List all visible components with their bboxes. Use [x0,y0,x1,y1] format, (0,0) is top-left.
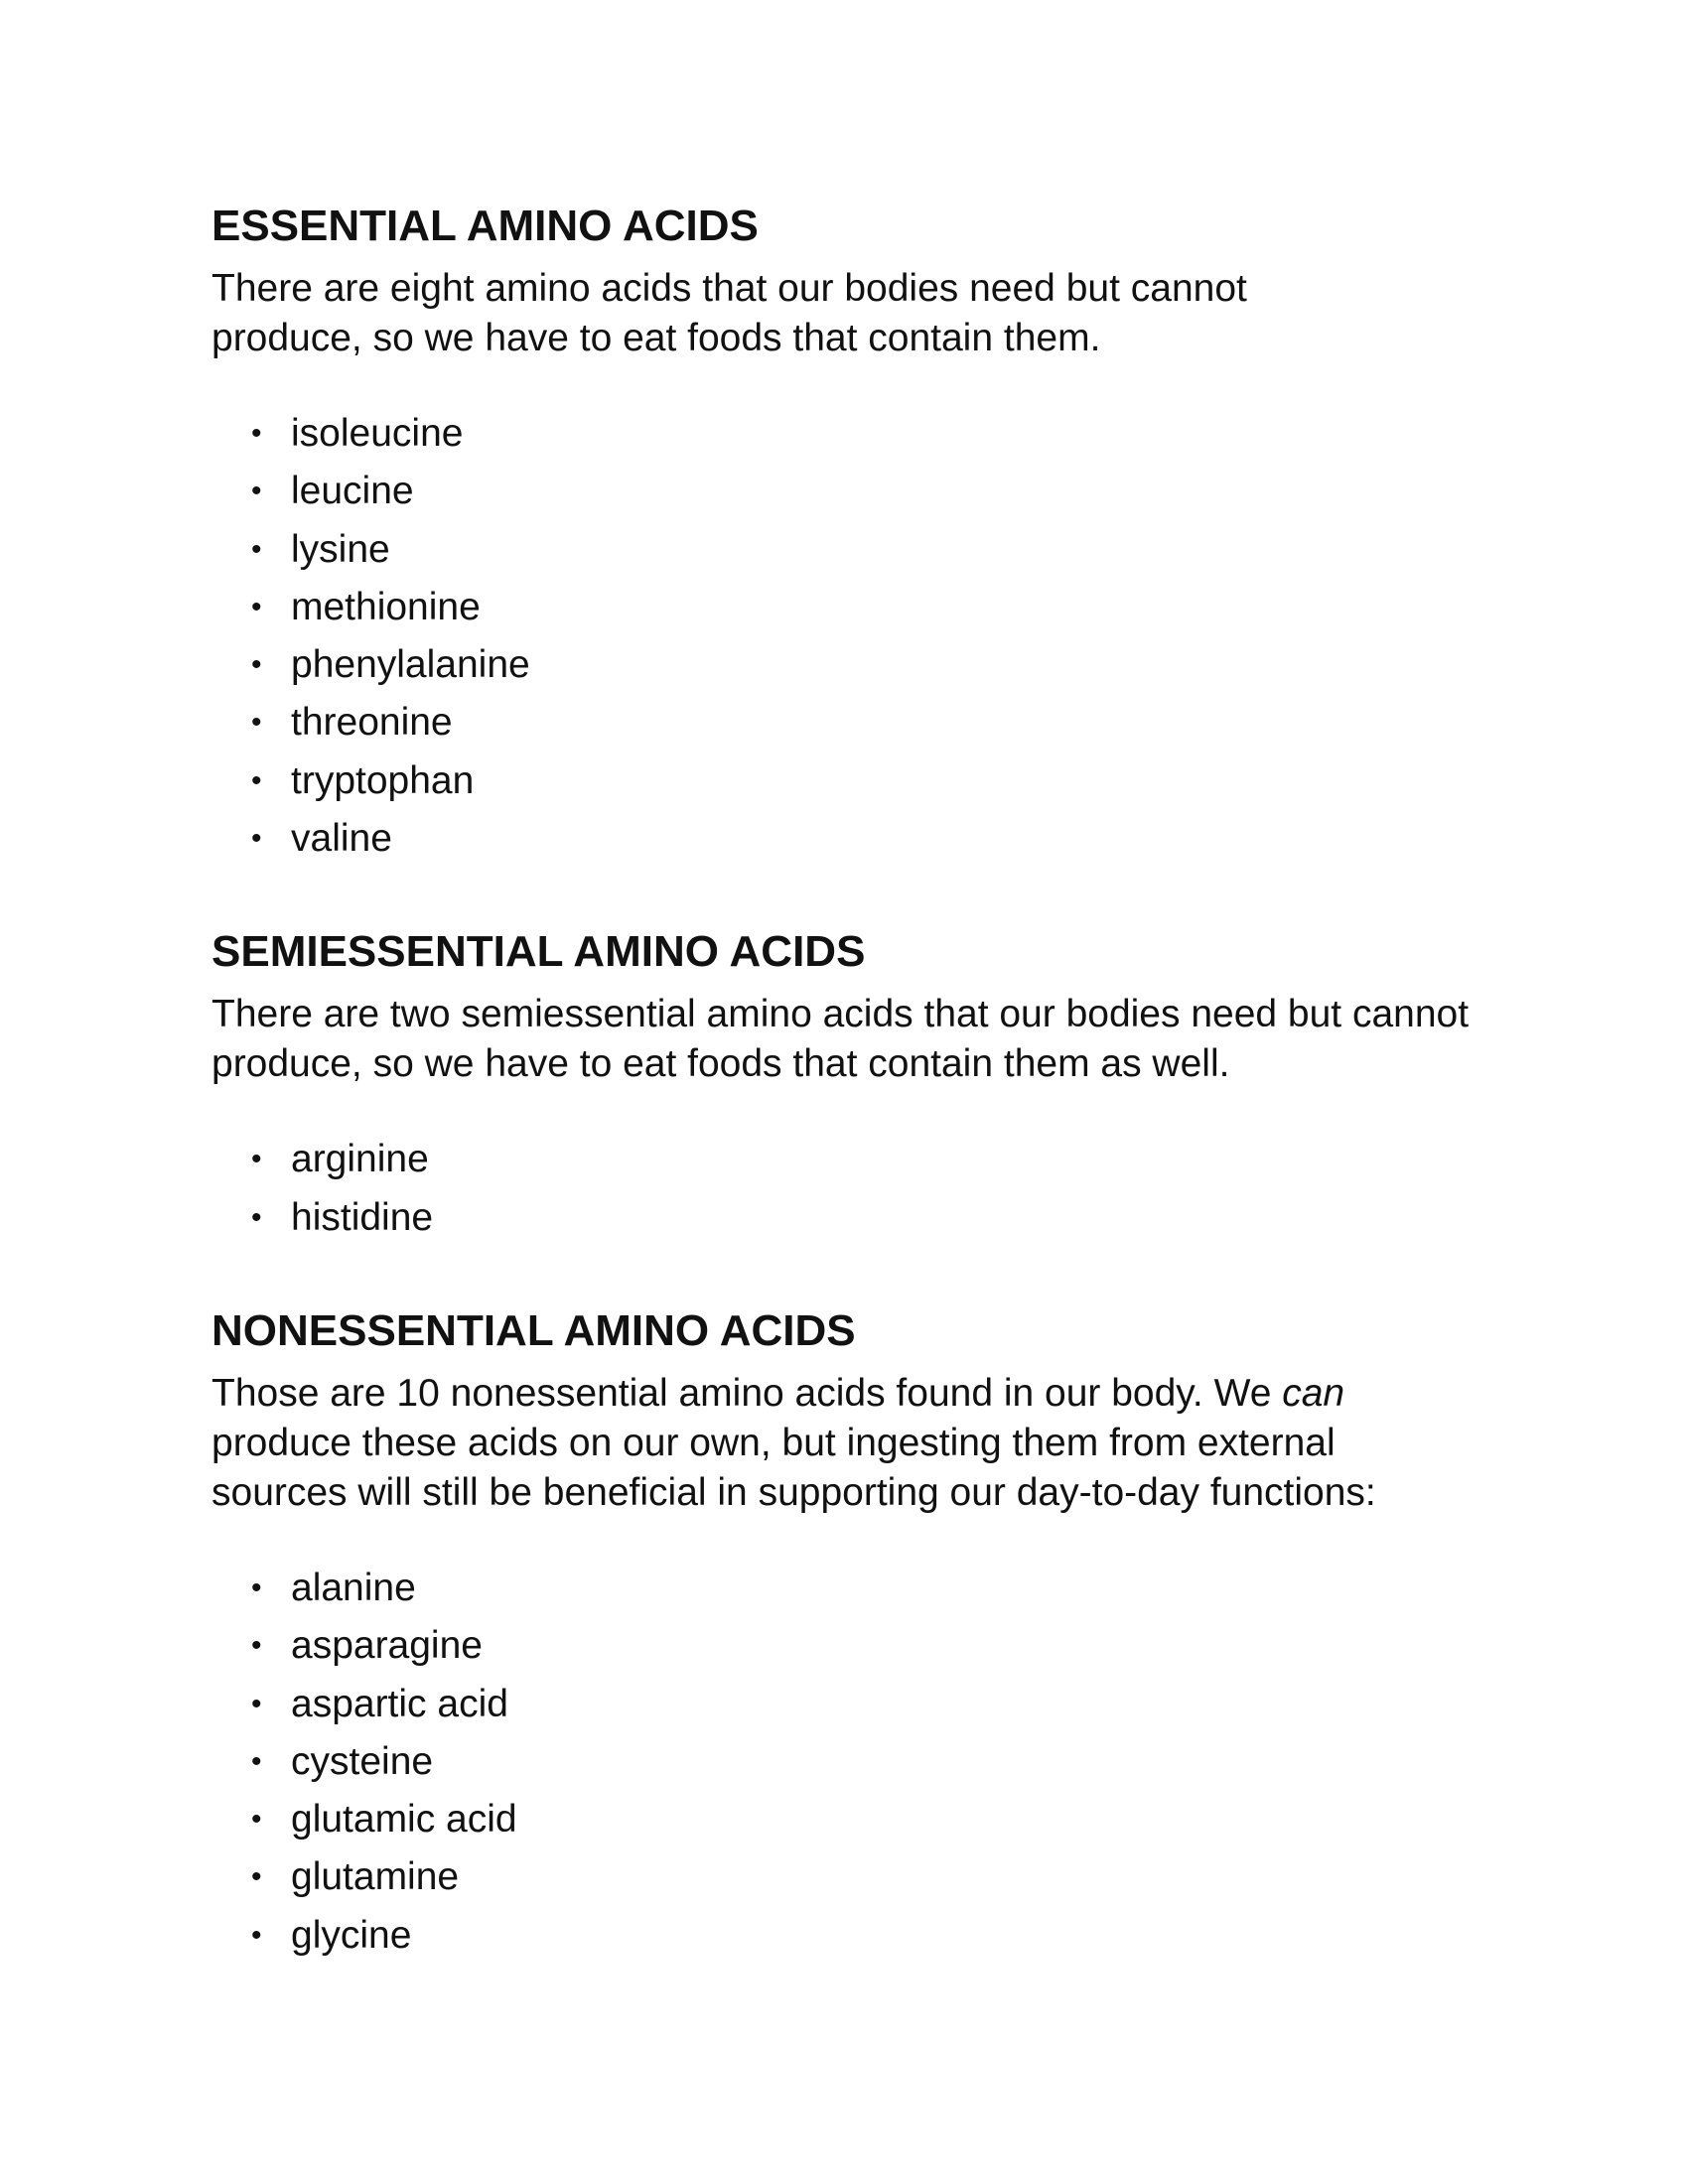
list-item-label: asparagine [291,1624,483,1668]
bullet-icon: • [251,1570,262,1604]
bullet-icon: • [251,1803,262,1837]
list-item [211,1189,1502,1247]
bullet-icon: • [251,822,262,856]
list-item [211,1907,1502,1965]
nonessential-amino-acids-list [211,1560,1502,1965]
list-item-label: methionine [291,585,481,628]
bullet-icon: • [251,1629,262,1663]
list-item-label: valine [291,817,392,861]
bullet-icon: • [251,648,262,682]
list-item [211,1617,1502,1675]
nonessential-amino-acids-heading: NONESSENTIAL AMINO ACIDS [211,1305,856,1355]
bullet-icon: • [251,1143,262,1176]
list-item-label: alanine [291,1566,416,1609]
list-item-label: threonine [291,701,453,745]
list-item [211,579,1502,636]
bullet-icon: • [251,1744,262,1778]
bullet-icon: • [251,706,262,740]
bullet-icon: • [251,1200,262,1234]
semiessential-amino-acids-description: There are two semiessential amino acids that our bodies need but cannot produce, so we have to eat foods that contain them as well. [211,993,1470,1086]
list-item-label: glutamine [291,1855,460,1899]
list-item [211,405,1502,463]
description-emphasis: can [1282,1371,1345,1415]
list-item [211,1676,1502,1733]
list-item-label: cysteine [291,1739,434,1783]
description-text-start: Those are 10 nonessential amino acids found in our body. We [211,1371,1283,1415]
list-item [211,463,1502,520]
list-item-label: tryptophan [291,758,475,802]
description-text-end: produce these acids on our own, but ingesting them from external sources will still be beneficial in supporting our day-to-day functions: [211,1421,1376,1514]
bullet-icon: • [251,475,262,508]
bullet-icon: • [251,590,262,623]
list-item [211,1848,1502,1906]
essential-amino-acids-description: There are eight amino acids that our bodies need but cannot produce, so we have to eat foods that contain them. [211,267,1247,359]
list-item [211,810,1502,868]
bullet-icon: • [251,532,262,566]
bullet-icon: • [251,417,262,450]
document-page [211,197,1502,1965]
bullet-icon: • [251,1687,262,1720]
list-item [211,636,1502,694]
list-item-label: lysine [291,527,390,571]
list-item-label: phenylalanine [291,643,530,687]
list-item [211,521,1502,579]
list-item [211,1791,1502,1848]
semiessential-amino-acids-heading: SEMIESSENTIAL AMINO ACIDS [211,927,866,977]
list-item-label: glutamic acid [291,1798,517,1842]
list-item-label: leucine [291,470,414,513]
list-item-label: histidine [291,1195,434,1239]
bullet-icon: • [251,1860,262,1894]
list-item [211,1560,1502,1617]
list-item [211,1733,1502,1791]
list-item [211,1131,1502,1188]
semiessential-amino-acids-list [211,1131,1502,1247]
list-item-label: isoleucine [291,412,464,455]
bullet-icon: • [251,1918,262,1952]
list-item-label: aspartic acid [291,1682,508,1725]
essential-amino-acids-list [211,405,1502,868]
list-item [211,694,1502,751]
list-item [211,752,1502,810]
nonessential-amino-acids-description [211,1369,1473,1518]
bullet-icon: • [251,763,262,797]
list-item-label: glycine [291,1913,412,1957]
essential-amino-acids-heading: ESSENTIAL AMINO ACIDS [211,202,759,250]
list-item-label: arginine [291,1138,429,1181]
